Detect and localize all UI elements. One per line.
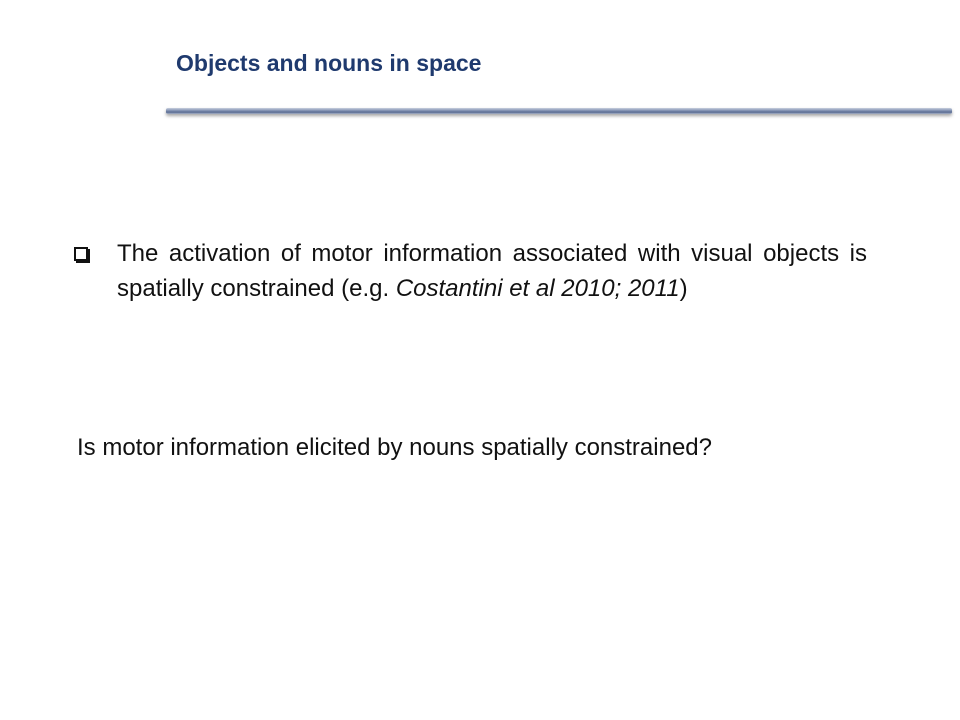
research-question: Is motor information elicited by nouns spatially constrained? [77, 434, 712, 461]
bullet-text [117, 236, 867, 306]
slide-title: Objects and nouns in space [176, 50, 482, 76]
bullet-item [70, 236, 867, 306]
bullet-citation: Costantini et al 2010; 2011 [395, 275, 680, 302]
bullet-text-main: The activation of motor information associated with visual objects is spatially constrained (e.g. [117, 240, 867, 302]
title-underline-rule [166, 108, 952, 114]
checkbox-bullet-icon [74, 247, 88, 261]
bullet-text-close: ) [679, 275, 688, 302]
